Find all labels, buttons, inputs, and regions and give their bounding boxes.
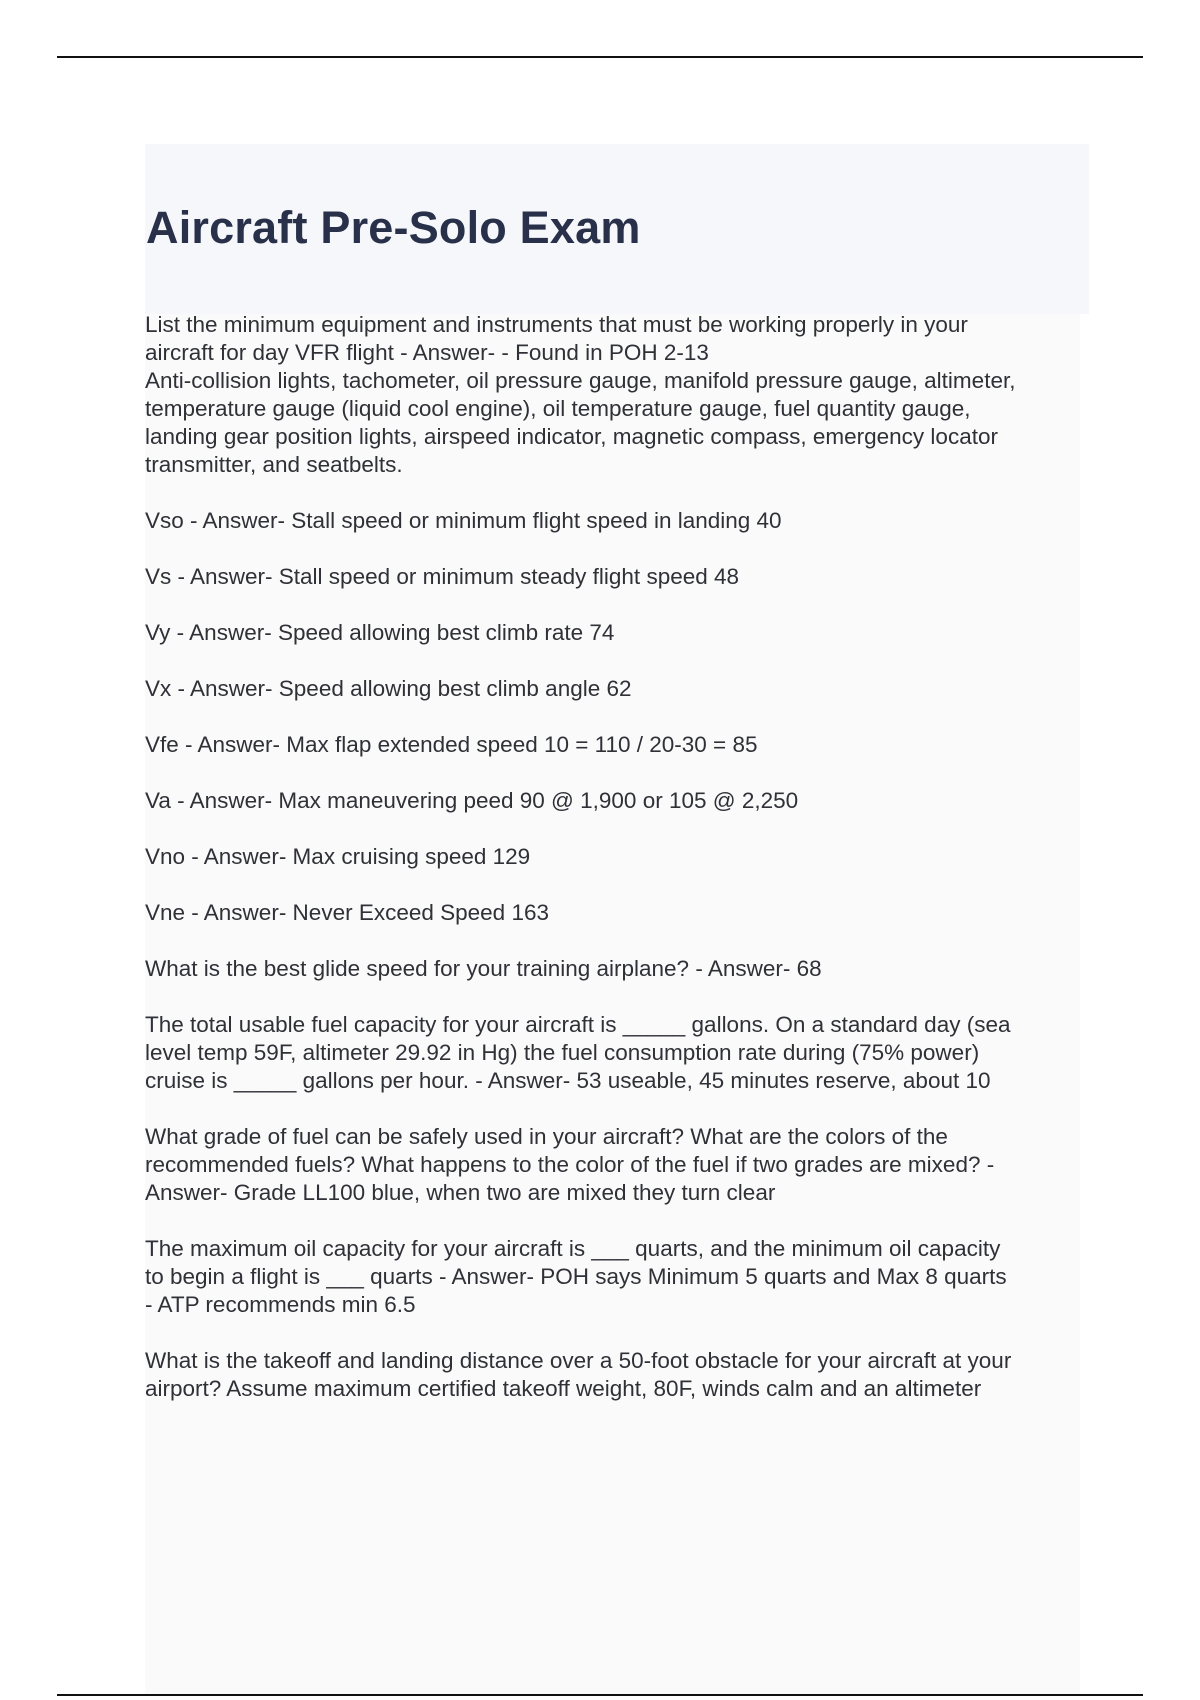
qa-vs: Vs - Answer- Stall speed or minimum steady flight speed 48 [145,564,740,589]
qa-vfe: Vfe - Answer- Max flap extended speed 10 = 110 / 20-30 = 85 [145,732,758,757]
qa-oil-capacity: The maximum oil capacity for your aircraft is ___ quarts, and the minimum oil capacity to begin a flight is ___ quarts - Answer- POH says Minimum 5 quarts and Max 8 quarts - ATP recommends min 6.5 [145,1236,1007,1317]
qa-best-glide: What is the best glide speed for your training airplane? - Answer- 68 [145,956,822,981]
qa-fuel-capacity: The total usable fuel capacity for your aircraft is _____ gallons. On a standard day (sea level temp 59F, altimeter 29.92 in Hg) the fuel consumption rate during (75% power) cruise is _____ gallons per hour. - Answer- 53 useable, 45 minutes reserve, about 10 [145,1012,1011,1093]
qa-list [145,311,1090,1431]
qa-vx: Vx - Answer- Speed allowing best climb angle 62 [145,676,632,701]
qa-vne: Vne - Answer- Never Exceed Speed 163 [145,900,549,925]
bottom-rule [57,1694,1143,1696]
qa-vso: Vso - Answer- Stall speed or minimum flight speed in landing 40 [145,508,782,533]
qa-minimum-equipment: List the minimum equipment and instruments that must be working properly in your aircraft for day VFR flight - Answer- - Found in POH 2-13 Anti-collision lights, tachometer, oil pressure gauge, manifold pressure gauge, altimeter, temperature gauge (liquid cool engine), oil temperature gauge, fuel quantity gauge, landing gear position lights, airspeed indicator, magnetic compass, emergency locator transmitter, and seatbelts. [145,312,1016,477]
qa-takeoff-landing-distance: What is the takeoff and landing distance over a 50-foot obstacle for your aircraft at your airport? Assume maximum certified takeoff weight, 80F, winds calm and an altimeter [145,1348,1012,1401]
top-rule [57,56,1143,58]
qa-vno: Vno - Answer- Max cruising speed 129 [145,844,531,869]
page-title: Aircraft Pre-Solo Exam [146,202,641,253]
qa-vy: Vy - Answer- Speed allowing best climb rate 74 [145,620,615,645]
qa-va: Va - Answer- Max maneuvering peed 90 @ 1,900 or 105 @ 2,250 [145,788,799,813]
qa-fuel-grade: What grade of fuel can be safely used in your aircraft? What are the colors of the recommended fuels? What happens to the color of the fuel if two grades are mixed? - Answer- Grade LL100 blue, when two are mixed they turn clear [145,1124,995,1205]
